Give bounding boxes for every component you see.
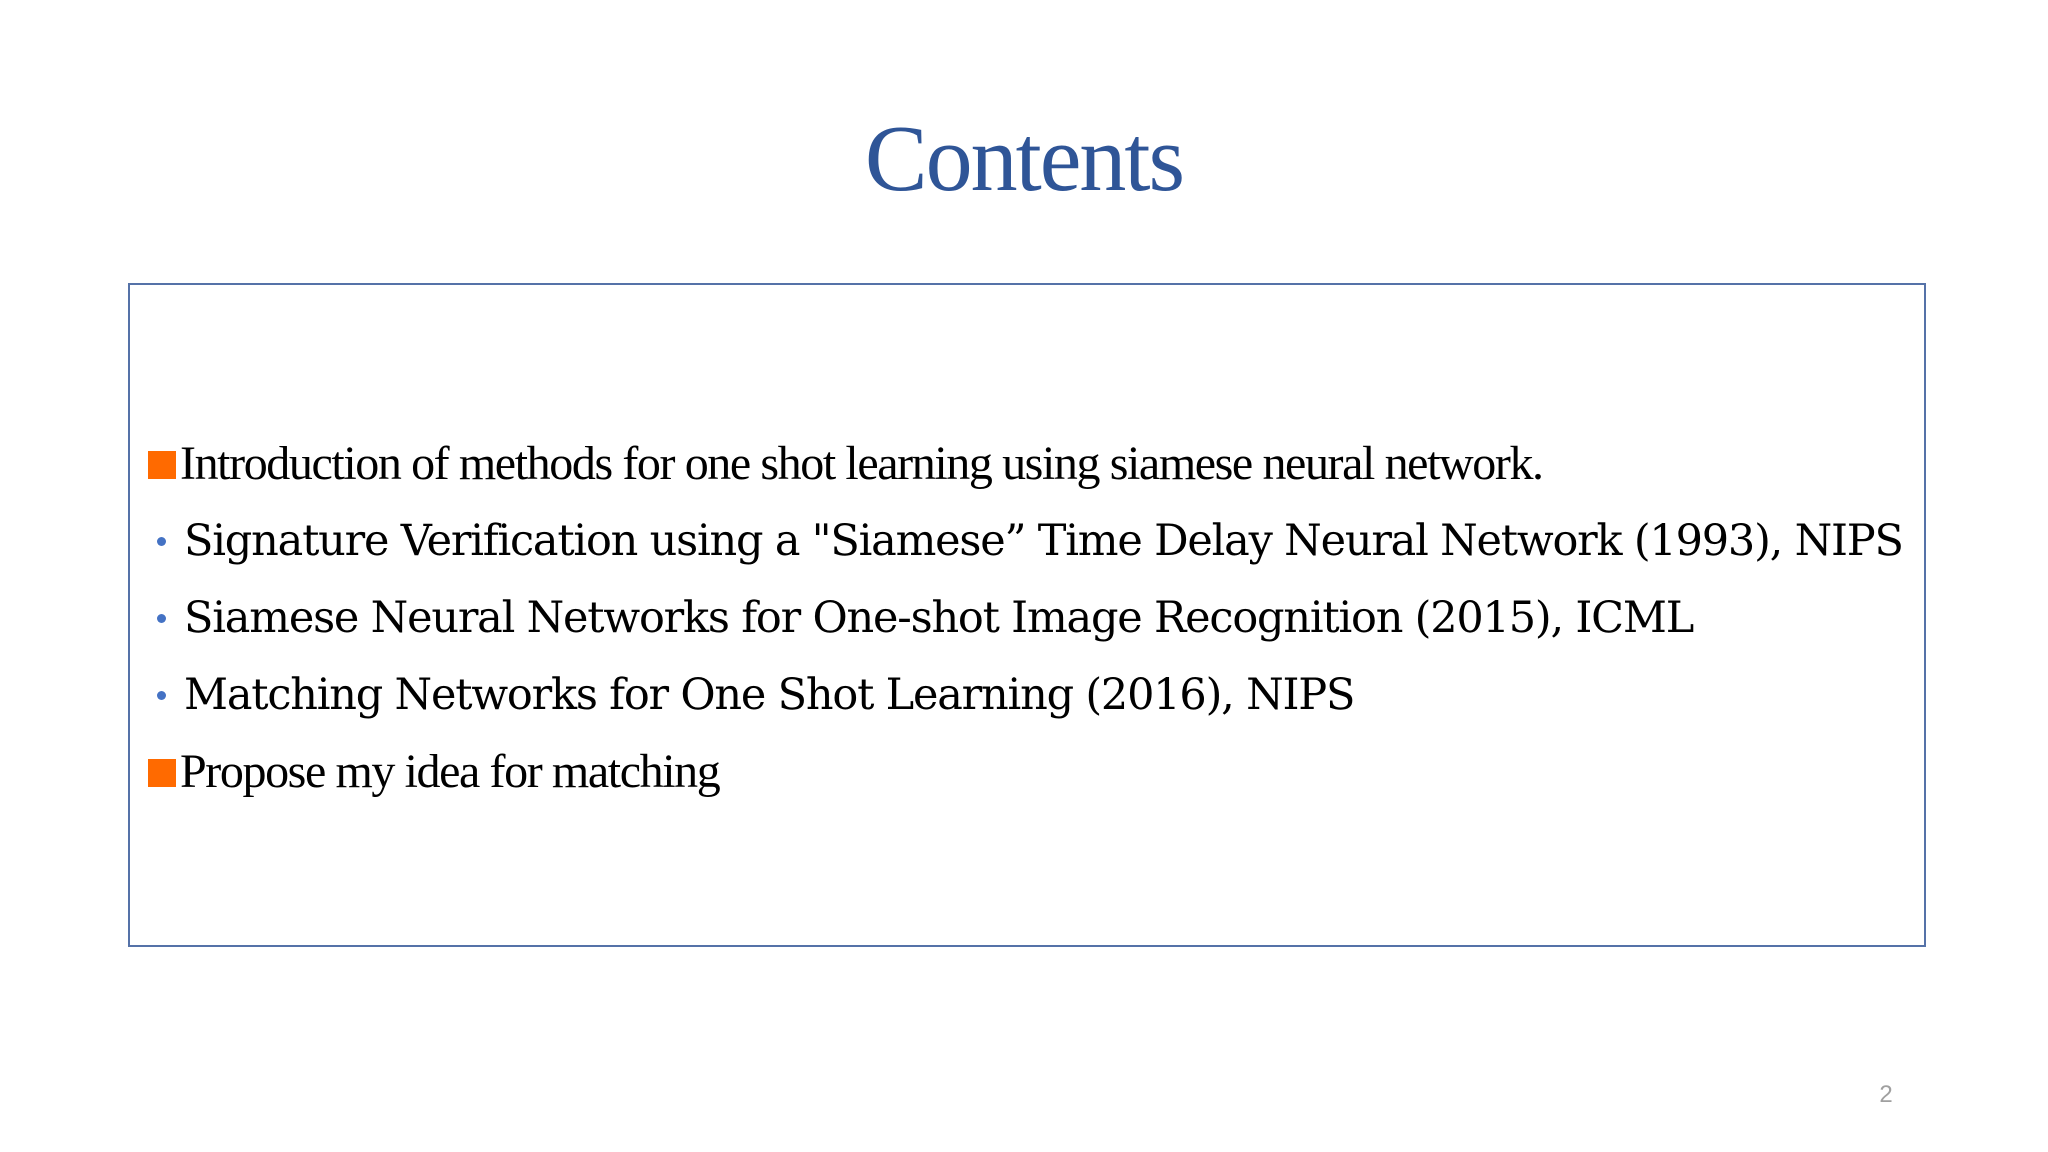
- list-item: [148, 425, 1918, 502]
- list-item: [148, 656, 1918, 733]
- list-item-text: Siamese Neural Networks for One-shot Image Recognition (2015), ICML: [184, 592, 1694, 643]
- content-box: [128, 283, 1926, 947]
- list-item: [148, 502, 1918, 579]
- list-item: [148, 733, 1918, 810]
- page-number: 2: [1879, 1081, 1893, 1108]
- list-item-text: Signature Verification using a "Siamese” Time Delay Neural Network (1993), NIPS: [184, 515, 1903, 566]
- list-item-text: Introduction of methods for one shot learning using siamese neural network.: [180, 437, 1543, 490]
- list-item: [148, 579, 1918, 656]
- list-item-text: Matching Networks for One Shot Learning (2016), NIPS: [184, 669, 1355, 720]
- contents-list: [148, 425, 1918, 810]
- orange-square-bullet-icon: [148, 759, 176, 787]
- blue-dot-bullet-icon: [157, 614, 166, 623]
- list-item-text: Propose my idea for matching: [180, 745, 720, 798]
- blue-dot-bullet-icon: [157, 537, 166, 546]
- blue-dot-bullet-icon: [157, 691, 166, 700]
- slide-title: Contents: [864, 107, 1184, 211]
- orange-square-bullet-icon: [148, 451, 176, 479]
